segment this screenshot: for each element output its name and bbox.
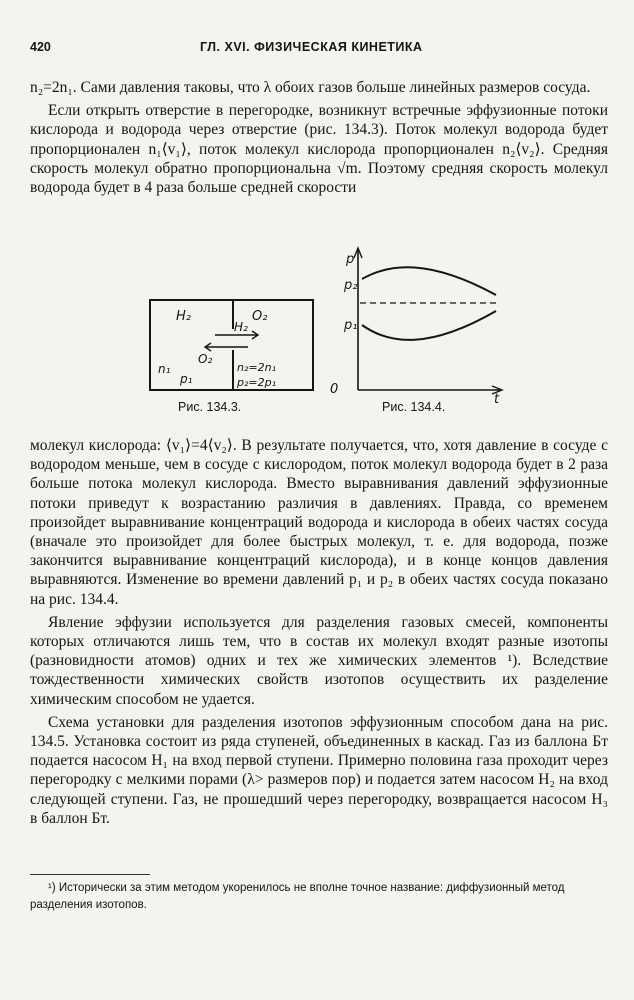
label-p-axis: p	[346, 252, 355, 267]
label-p1: p₁	[344, 318, 358, 333]
footnote-text: ¹) Исторически за этим методом укоренилось не вполне точное название: диффузионный метод разделения изотопов.	[30, 882, 565, 911]
label-o2-right: O₂	[252, 309, 268, 324]
curve-p2	[362, 267, 496, 295]
footnote-rule	[30, 874, 150, 875]
figure-134-3-diagram	[140, 245, 520, 425]
figure-134-4-graph	[354, 248, 502, 394]
body-text-top	[30, 78, 608, 197]
label-h2-arrow: H₂	[234, 320, 248, 334]
label-h2-left: H₂	[176, 309, 191, 324]
caption-134-4: Рис. 134.4.	[382, 400, 446, 414]
paragraph: молекул кислорода: ⟨v₁⟩=4⟨v₂⟩. В результате получается, что, хотя давление в сосуде с водородом меньше, чем в сосуде с кислородом, поток молекул водорода будет в 2 раза больше потока молекул кислорода. Вместо выравнивания давлений эффузионные потоки приведут к возрастанию различия в давлениях. Правда, со временем произойдет выравнивание концентраций водорода и кислорода в обеих частях сосуда (вначале это произойдет для более быстрых молекул, т. е. для водорода, позже закончится выравнивание концентраций кислорода), и в конце концов давления выравняются. Изменение во времени давлений p₁ и p₂ в обеих частях сосуда показано на рис. 134.4.	[30, 437, 608, 608]
page-number: 420	[30, 40, 51, 54]
chapter-title: ГЛ. XVI. ФИЗИЧЕСКАЯ КИНЕТИКА	[200, 40, 423, 54]
footnote	[30, 880, 608, 914]
figures-row	[140, 245, 520, 425]
label-o2-arrow: O₂	[198, 352, 213, 366]
curve-p1	[362, 311, 496, 340]
body-text-bottom	[30, 436, 608, 828]
paragraph: n₂=2n₁. Сами давления таковы, что λ обоих газов больше линейных размеров сосуда.	[30, 79, 591, 96]
paragraph: Если открыть отверстие в перегородке, возникнут встречные эффузионные потоки кислорода и водорода через отверстие (рис. 134.3). Поток молекул водорода будет пропорционален n₁⟨v₁⟩, поток молекул кислорода пропорционален n₂⟨v₂⟩. Средняя скорость молекул обратно пропорциональна √m. Поэтому средняя скорость молекул водорода будет в 4 раза больше средней скорости	[30, 102, 608, 197]
label-n2-eq: n₂=2n₁	[237, 361, 276, 374]
label-t-axis: t	[494, 392, 500, 407]
label-p2: p₂	[344, 278, 358, 293]
paragraph: Схема установки для разделения изотопов эффузионным способом дана на рис. 134.5. Установка состоит из ряда ступеней, объединенных в каскад. Газ из баллона Бт подается насосом H₁ на вход первой ступени. Примерно половина газа проходит через перегородку с мелкими порами (λ> размеров пор) и подается затем насосом H₂ на вход следующей ступени. Газ, не прошедший через перегородку, возвращается насосом H₃ в баллон Бт.	[30, 713, 608, 827]
paragraph: Явление эффузии используется для разделения газовых смесей, компоненты которых отличаются лишь тем, что в состав их молекул входят разные изотопы (разновидности атомов) одних и тех же химических элементов ¹). Вследствие тождественности химических свойств изотопов осуществить их разделение химическим способом не удается.	[30, 613, 608, 708]
label-p1: p₁	[180, 372, 193, 386]
vessel-outline	[150, 300, 313, 390]
label-n1: n₁	[158, 362, 171, 376]
label-origin: 0	[330, 382, 339, 397]
label-p2-eq: p₂=2p₁	[237, 376, 276, 389]
page-header	[30, 40, 608, 60]
caption-134-3: Рис. 134.3.	[178, 400, 242, 414]
